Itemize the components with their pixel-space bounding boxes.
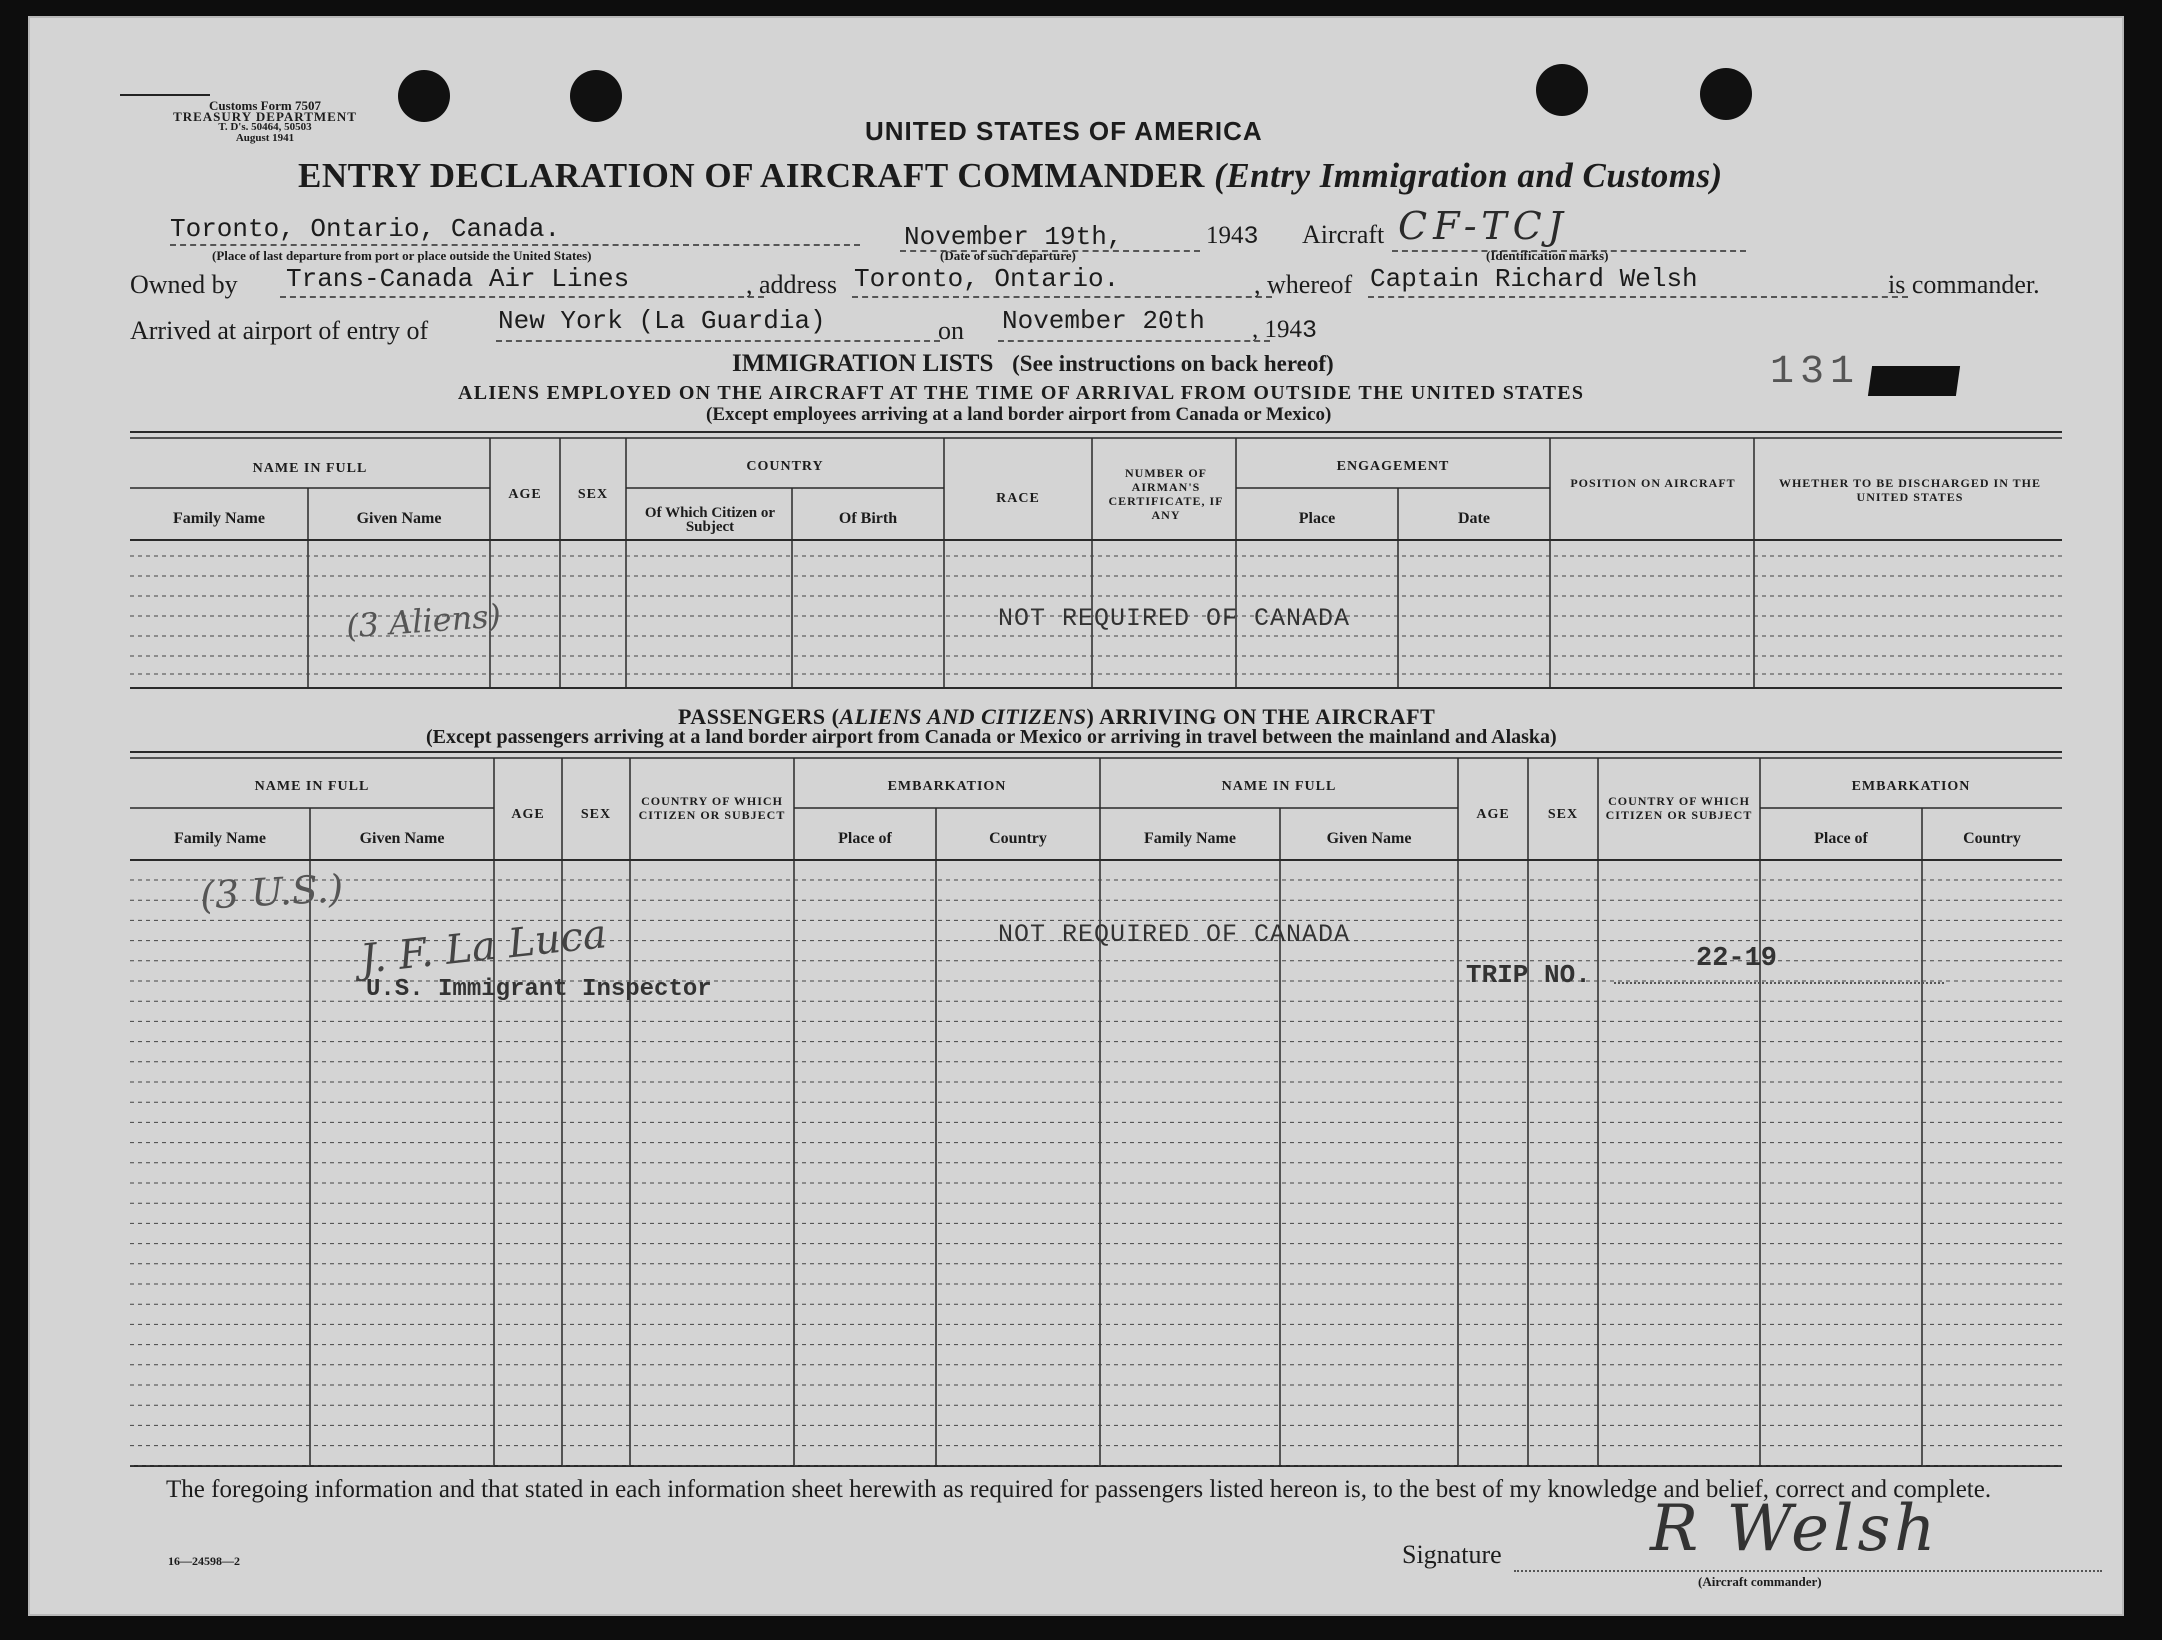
printing-form-number: 16—24598—2 [168,1554,240,1568]
aircraft-label: Aircraft [1302,220,1385,249]
whereof-label: , whereof [1254,270,1353,299]
arrival-on-label: on [938,316,964,345]
immigration-heading-note: (See instructions on back hereof) [1012,351,1334,376]
arrival-label: Arrived at airport of entry of [130,316,429,345]
trip-number: 22-19 [1696,944,1778,974]
imm-col-engagement: ENGAGEMENT [1336,459,1450,474]
departure-place-caption: (Place of last departure from port or place outside the United States) [212,248,592,263]
aircraft-caption: (Identification marks) [1486,248,1609,263]
form-date: August 1941 [235,132,295,144]
pax-col-sex: SEX [580,807,612,822]
arrival-year-digit: 3 [1302,316,1318,345]
imm-col-citizen-of: Of Which Citizen or Subject [644,505,776,535]
address-label: , address [746,270,837,299]
commander-signature: R Welsh [1650,1492,1940,1566]
inspector-signature: J. F. La Luca [358,911,609,983]
owner-value: Trans-Canada Air Lines [286,264,630,294]
pax-col-name-in-full-2: NAME IN FULL [1221,779,1337,794]
passengers-handwritten-note: (3 U.S.) [198,866,345,918]
signature-caption: (Aircraft commander) [1698,1574,1822,1589]
imm-col-sex: SEX [577,487,609,502]
pax-col-place-of-2: Place of [1814,830,1868,847]
pax-col-embarkation-2: EMBARKATION [1851,779,1971,794]
pax-col-family-name: Family Name [174,830,266,847]
trip-label: TRIP NO. [1466,960,1591,990]
immigration-subheading: ALIENS EMPLOYED ON THE AIRCRAFT AT THE TIME OF ARRIVAL FROM OUTSIDE THE UNITED STATES [458,382,1585,404]
pax-col-given-name: Given Name [359,830,445,847]
aircraft-id: CF-TCJ [1398,204,1569,248]
declaration-statement: The foregoing information and that stated in each information sheet herewith as required for passengers listed hereon is, to the best of my knowledge and belief, correct and complete. [166,1476,1992,1503]
passengers-heading-em: ALIENS AND CITIZENS [839,704,1087,729]
signature-label: Signature [1402,1540,1502,1569]
passengers-heading-pre: PASSENGERS ( [678,704,840,729]
pax-col-name-in-full: NAME IN FULL [254,779,370,794]
imm-col-age: AGE [508,487,542,502]
commander-suffix: is commander. [1888,270,2040,299]
owned-by-label: Owned by [130,270,238,299]
imm-col-place: Place [1298,510,1336,527]
imm-col-given-name: Given Name [356,510,442,527]
imm-col-country: COUNTRY [746,459,824,474]
arrival-year-prefix: , 194 [1252,316,1302,343]
department-label: TREASURY DEPARTMENT [173,109,357,124]
arrival-airport: New York (La Guardia) [498,306,826,336]
imm-col-race: RACE [996,491,1040,506]
title-main: ENTRY DECLARATION OF AIRCRAFT COMMANDER [298,156,1205,195]
arrival-date: November 20th [1002,306,1205,336]
imm-col-date: Date [1458,510,1490,527]
passengers-heading-post: ) ARRIVING ON THE AIRCRAFT [1086,704,1436,729]
pax-col-citizen-of-2: COUNTRY OF WHICH CITIZEN OR SUBJECT [1605,794,1753,822]
address-value: Toronto, Ontario. [854,264,1120,294]
imm-col-position: POSITION ON AIRCRAFT [1570,476,1736,490]
imm-col-airman-cert: NUMBER OF AIRMAN'S CERTIFICATE, IF ANY [1108,466,1224,522]
immigration-handwritten-note: (3 Aliens) [344,596,503,646]
imm-col-of-birth: Of Birth [838,510,898,527]
immigration-subnote: (Except employees arriving at a land border airport from Canada or Mexico) [706,404,1332,425]
pax-col-family-name-2: Family Name [1144,830,1236,847]
departure-date: November 19th, [904,222,1123,252]
departure-date-caption: (Date of such departure) [940,248,1076,263]
commander-value: Captain Richard Welsh [1370,264,1698,294]
departure-place: Toronto, Ontario, Canada. [170,214,561,244]
imm-col-family-name: Family Name [173,510,265,527]
title-sub: (Entry Immigration and Customs) [1214,156,1723,195]
inspector-title: U.S. Immigrant Inspector [366,976,712,1003]
pax-col-age: AGE [511,807,545,822]
immigration-table-grid [30,18,2122,1614]
pax-col-sex-2: SEX [1547,807,1579,822]
immigration-not-required-stamp: NOT REQUIRED OF CANADA [998,604,1351,633]
pax-col-place-of-1: Place of [838,830,892,847]
pax-col-country-2: Country [1963,830,2021,847]
country-heading: UNITED STATES OF AMERICA [865,116,1263,146]
file-number: 131 [1770,350,1861,395]
passengers-not-required-stamp: NOT REQUIRED OF CANADA [998,920,1351,949]
td-reference: T. D's. 50464, 50503 [218,121,312,133]
imm-col-discharged: WHETHER TO BE DISCHARGED IN THE UNITED STATES [1778,476,2042,504]
departure-year-prefix: 194 [1206,222,1244,249]
form-number-label: Customs Form 7507 [209,98,321,113]
pax-col-given-name-2: Given Name [1326,830,1412,847]
pax-col-embarkation-1: EMBARKATION [887,779,1007,794]
departure-year-digit: 3 [1243,222,1259,251]
imm-col-name-in-full: NAME IN FULL [252,461,368,476]
immigration-heading-title: IMMIGRATION LISTS [732,350,994,377]
passengers-subnote: (Except passengers arriving at a land border airport from Canada or Mexico or arriving in travel between the mainland and Alaska) [426,726,1557,748]
signature-line [1514,1570,2102,1572]
form-sheet [28,16,2124,1616]
trip-number-line [1614,982,1944,984]
pax-col-citizen-of: COUNTRY OF WHICH CITIZEN OR SUBJECT [638,794,786,822]
pax-col-country-1: Country [989,830,1047,847]
pax-col-age-2: AGE [1476,807,1510,822]
